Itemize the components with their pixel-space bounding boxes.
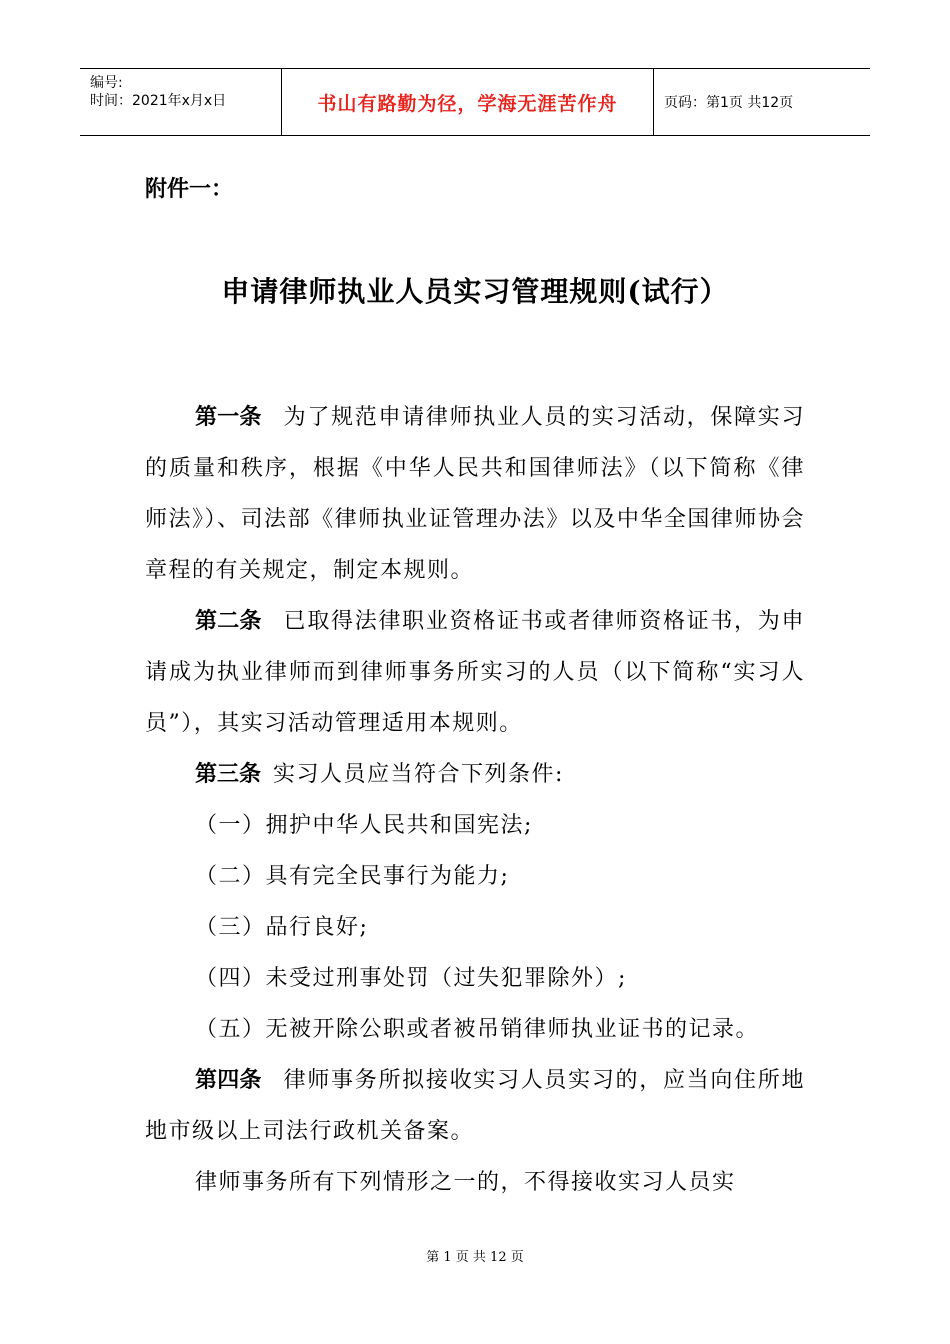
list-item: （三）品行良好; (195, 915, 369, 940)
article-label: 第四条 (195, 1068, 262, 1093)
list-item: （四）未受过刑事处罚（过失犯罪除外）; (195, 966, 627, 991)
attachment-label: 附件一： (145, 177, 234, 202)
page-footer: 第 1 页 共 12 页 (426, 1250, 524, 1265)
page-header (80, 68, 870, 136)
document-time-label: 时间：2021年x月x日 (90, 93, 227, 109)
document-title: 申请律师执业人员实习管理规则(试行） (221, 275, 729, 308)
article-text: 律师事务所拟接收实习人员实习的，应当向住所地地市级以上司法行政机关备案。 (145, 1068, 805, 1144)
article-text: 已取得法律职业资格证书或者律师资格证书，为申请成为执业律师而到律师事务所实习的人员（以下简称“实习人员”），其实习活动管理适用本规则。 (145, 609, 805, 736)
article-label: 第三条 (195, 762, 262, 787)
article-label: 第二条 (195, 609, 262, 634)
document-number-label: 编号: (90, 75, 123, 91)
header-meta (80, 69, 282, 135)
article-1 (145, 392, 805, 596)
list-item: （一）拥护中华人民共和国宪法; (195, 813, 533, 838)
header-motto: 书山有路勤为径，学海无涯苦作舟 (282, 69, 654, 135)
article-3 (145, 749, 805, 800)
list-item: （二）具有完全民事行为能力; (195, 864, 510, 889)
list-item: （五）无被开除公职或者被吊销律师执业证书的记录。 (195, 1017, 760, 1042)
article-text: 为了规范申请律师执业人员的实习活动，保障实习的质量和秩序，根据《中华人民共和国律师法》（以下简称《律师法》）、司法部《律师执业证管理办法》以及中华全国律师协会章程的有关规定，制定本规则。 (145, 405, 805, 583)
article-2 (145, 596, 805, 749)
article-label: 第一条 (195, 405, 262, 430)
document-body (145, 392, 805, 1208)
article-text: 实习人员应当符合下列条件: (273, 762, 564, 787)
article-4 (145, 1055, 805, 1157)
article-4-continuation: 律师事务所有下列情形之一的，不得接收实习人员实 (195, 1170, 736, 1195)
header-page-code: 页码：第1页 共12页 (664, 95, 794, 111)
